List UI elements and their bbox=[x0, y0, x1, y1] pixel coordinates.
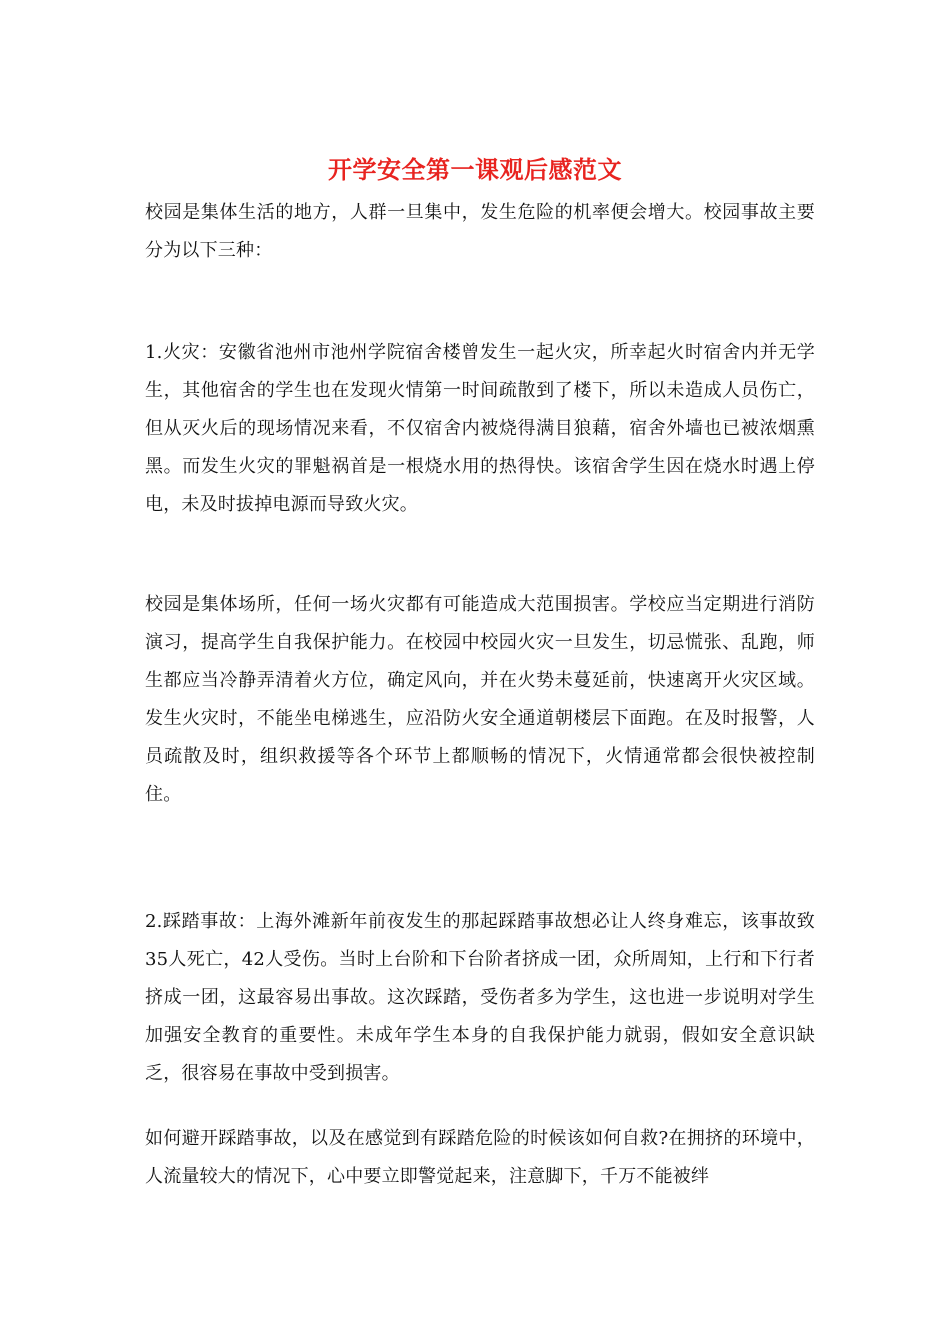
paragraph-stampede-advice: 如何避开踩踏事故，以及在感觉到有踩踏危险的时候该如何自救?在拥挤的环境中，人流量较大的情况下，心中要立即警觉起来，注意脚下，千万不能被绊 bbox=[145, 1128, 815, 1187]
paragraph-intro: 校园是集体生活的地方，人群一旦集中，发生危险的机率便会增大。校园事故主要分为以下三种： bbox=[145, 202, 815, 261]
paragraph-fire: 1.火灾：安徽省池州市池州学院宿舍楼曾发生一起火灾，所幸起火时宿舍内并无学生，其他宿舍的学生也在发现火情第一时间疏散到了楼下，所以未造成人员伤亡，但从灭火后的现场情况来看，不仅宿舍内被烧得满目狼藉，宿舍外墙也已被浓烟熏黑。而发生火灾的罪魁祸首是一根烧水用的热得快。该宿舍学生因在烧水时遇上停电，未及时拔掉电源而导致火灾。 bbox=[145, 342, 815, 515]
paragraph-stampede: 2.踩踏事故：上海外滩新年前夜发生的那起踩踏事故想必让人终身难忘，该事故致35人死亡，42人受伤。当时上台阶和下台阶者挤成一团，众所周知，上行和下行者挤成一团，这最容易出事故。这次踩踏，受伤者多为学生，这也进一步说明对学生加强安全教育的重要性。未成年学生本身的自我保护能力就弱，假如安全意识缺乏，很容易在事故中受到损害。 bbox=[145, 911, 815, 1084]
document-title: 开学安全第一课观后感范文 bbox=[328, 155, 622, 184]
paragraph-fire-advice: 校园是集体场所，任何一场火灾都有可能造成大范围损害。学校应当定期进行消防演习，提高学生自我保护能力。在校园中校园火灾一旦发生，切忌慌张、乱跑，师生都应当冷静弄清着火方位，确定风向，并在火势未蔓延前，快速离开火灾区域。发生火灾时，不能坐电梯逃生，应沿防火安全通道朝楼层下面跑。在及时报警，人员疏散及时，组织救援等各个环节上都顺畅的情况下，火情通常都会很快被控制住。 bbox=[145, 594, 815, 805]
